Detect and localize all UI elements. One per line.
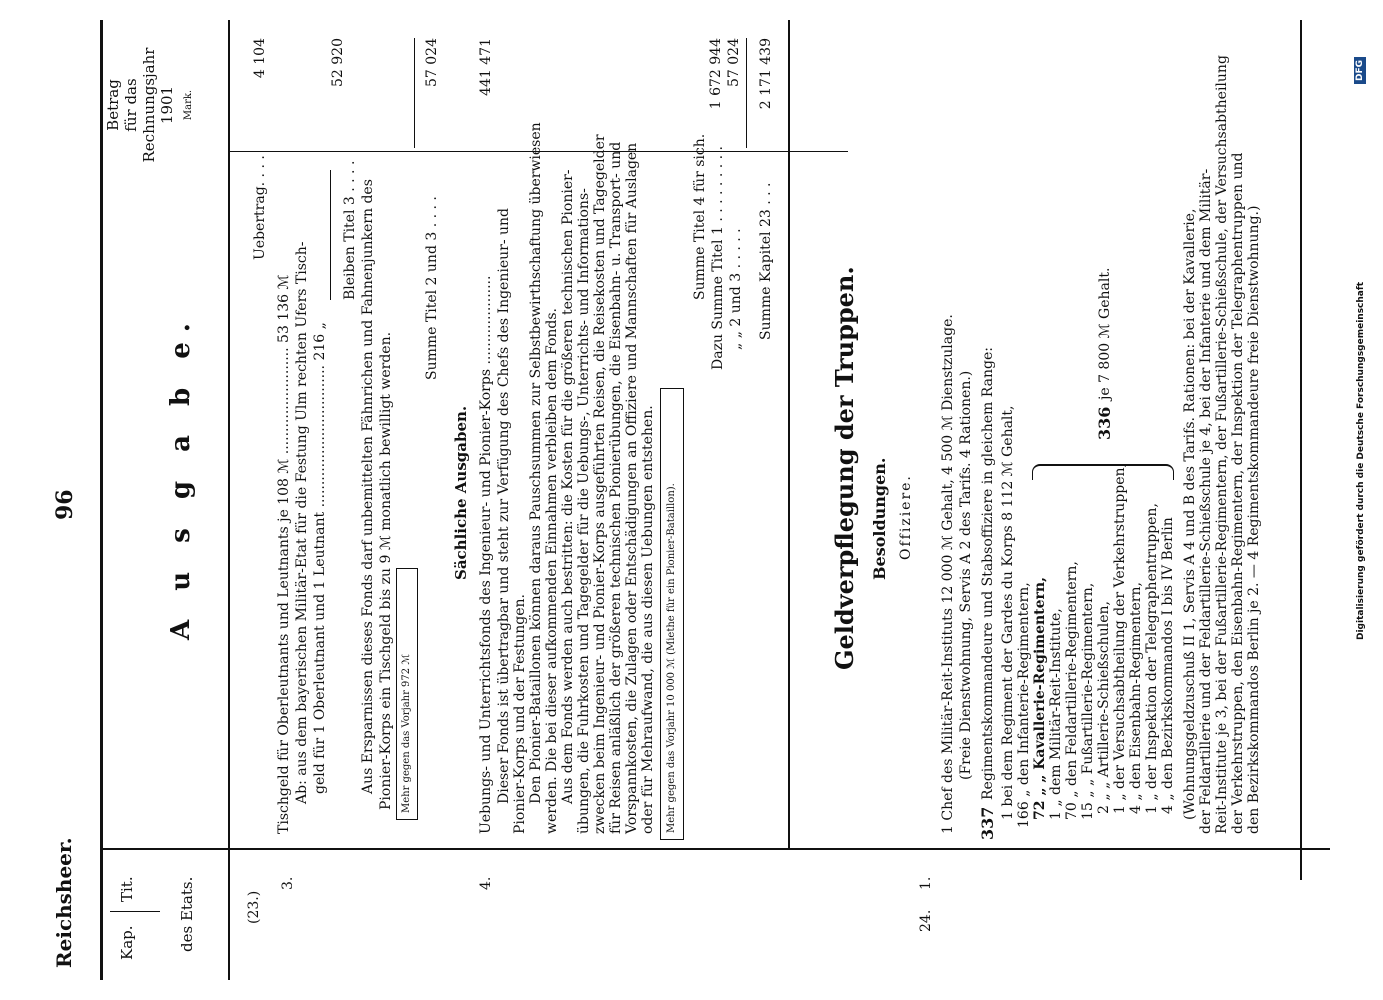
tit-3: 3. <box>280 876 296 890</box>
tit-1: 1. <box>918 876 934 890</box>
t4-line2: Dieser Fonds ist übertragbar und steht zur Verfügung des Chefs des Ingenieur- und <box>496 208 512 804</box>
geld-heading: Geldverpflegung der Truppen. <box>830 266 859 670</box>
r8: 1 „ der Versuchsabtheilung der Verkehrstruppen, <box>1112 463 1128 814</box>
o1: 1 Chef des Militär-Reit-Instituts 12 000 ℳ Gehalt, 4 500 ℳ Dienstzulage. <box>940 314 956 834</box>
col-kap: Kap. <box>118 925 136 960</box>
dfg-note: Digitalisierung gefördert durch die Deutsche Forschungsgemeinschaft <box>1356 281 1366 640</box>
dazu-value: 1 672 944 <box>708 38 724 110</box>
t3-line2: Ab: aus dem bayerischen Militär-Etat für die Festung Ulm rechten Ufers Tisch- <box>294 241 310 804</box>
t4-value: 441 471 <box>478 38 494 96</box>
uebertrag-value: 4 104 <box>252 38 268 79</box>
o2-num: 337 <box>978 806 997 840</box>
besoldungen-heading: Besoldungen. <box>870 457 889 580</box>
w1: (Wohnungsgeldzuschuß II 1, Servis A 4 und B des Tarifs. Rationen: bei der Kavallerie, <box>1182 208 1198 820</box>
header-rule <box>228 20 230 980</box>
kap-24: 24. <box>918 909 934 932</box>
t3-note1: Aus Ersparnissen dieses Fonds darf unbemittelten Fähnrichen und Fahnenjunkern des <box>360 179 376 794</box>
dazu-label: Dazu Summe Titel 1 . . . . . . . . . <box>710 146 726 370</box>
o1b: (Freie Dienstwohnung, Servis A 2 des Tarifs. 4 Rationen.) <box>958 370 974 780</box>
summe-2-3-value: 57 024 <box>424 38 440 87</box>
r6: 15 „ „ Fußartillerie-Regimentern, <box>1080 582 1096 820</box>
t4-line4: Den Pionier-Bataillonen können daraus Pauschsummen zur Selbstbewirthschaftung überwiesen <box>528 122 544 804</box>
w4: der Verkehrstruppen, den Eisenbahn-Regimentern, der Inspektion der Telegraphentruppen und <box>1230 152 1246 834</box>
dazu-2-3-label: „ „ 2 und 3 . . . . . <box>728 228 744 350</box>
summe-kap23-value: 2 171 439 <box>758 38 774 110</box>
t3-line1: Tischgeld für Oberleutnants und Leutnants je 108 ℳ ........................ 53 136 ℳ <box>276 274 292 834</box>
summe-2-3-label: Summe Titel 2 und 3 . . . . <box>424 196 440 380</box>
heading-ausgabe: A u s g a b e. <box>166 313 196 640</box>
dfg-logo: DFG <box>1354 57 1366 84</box>
r1: 1 bei dem Regiment der Gardes du Korps 8 112 ℳ Gehalt, <box>1000 405 1016 820</box>
col-betrag: Betrag für das Rechnungsjahr 1901 Mark. <box>104 47 194 163</box>
r7: 2 „ „ Artillerie-Schießschulen, <box>1096 601 1112 814</box>
offiziere-heading: Offiziere. <box>898 474 914 560</box>
t4-line9: für Reisen anläßlich der größeren technischen Pionierübungen, die Eisenbahn- u. Transport- und <box>608 141 624 834</box>
o2: Regimentskommandeure und Stabsoffiziere in gleichem Range: <box>980 347 996 800</box>
t4-line3: Pionier-Korps und der Festungen. <box>512 594 528 834</box>
t4-line1: Uebungs- und Unterrichtsfonds des Ingenieur- und Pionier-Korps .................... <box>478 275 494 834</box>
r4: 1 „ dem Militär-Reit-Institute, <box>1048 608 1064 820</box>
t4-line10: Vorspannkosten, die Zulagen oder Entschädigungen an Offiziere und Mannschaften für Auslagen <box>624 142 640 834</box>
t3-line3: geld für 1 Oberleutnant und 1 Leutnant ................................ 216 „ <box>312 322 328 794</box>
t3-note2: Pionier-Korps ein Tischgeld bis zu 9 ℳ monatlich bewilligt werden. <box>378 331 394 810</box>
bottom-rule <box>1300 20 1302 880</box>
t4-line8: zwecken beim Ingenieur- und Pionier-Korps ausgeführten Reisen, die Reisekosten und Tagegelder <box>592 134 608 834</box>
top-rule <box>100 20 103 980</box>
t4-line5: werden. Die bei dieser aufkommenden Einnahmen verbleiben dem Fonds. <box>544 308 560 834</box>
col-tit: Tit. <box>118 876 136 902</box>
uebertrag-label: Uebertrag. . . . <box>252 155 268 260</box>
r2: 166 „ den Infanterie-Regimentern, <box>1016 582 1032 828</box>
bracket <box>1032 464 1174 480</box>
section-title: Reichsheer. <box>52 837 76 968</box>
w5: den Bezirkskommandos Berlin je 2. — 4 Regimentskommandeure freie Dienstwohnung.) <box>1246 205 1262 834</box>
col-des-etats: des Etats. <box>178 876 196 952</box>
r10: 1 „ der Inspektion der Telegraphentruppen, <box>1144 503 1160 814</box>
bracket-num: 336 <box>1095 406 1114 440</box>
t4-mehr-box: Mehr gegen das Vorjahr 10 000 ℳ (Miethe für ein Pionier-Bataillon). <box>660 388 684 840</box>
t4-line11: oder für Mehraufwand, die aus diesen Uebungen entstehen. <box>640 405 656 834</box>
bleiben-label: Bleiben Titel 3 . . . . <box>342 160 358 300</box>
r9: 4 „ den Eisenbahn-Regimentern, <box>1128 582 1144 814</box>
w3: Reit-Institute je 3, bei der Fußartillerie-Regimentern, der Fußartillerie-Schießschule, der Versuchsabtheilung <box>1214 55 1230 834</box>
tit-column-rule <box>100 848 1330 850</box>
page-number: 96 <box>52 489 78 520</box>
tit-4: 4. <box>478 876 494 890</box>
t4-line7: übungen, die Fuhrkosten und Tagegelder für die Uebungs-, Unterrichts- und Informations- <box>576 188 592 834</box>
t3-mehr-box: Mehr gegen das Vorjahr 972 ℳ <box>396 568 418 820</box>
r11: 4 „ den Bezirkskommandos I bis IV Berlin <box>1160 517 1176 814</box>
summe-t4-label: Summe Titel 4 für sich. <box>692 133 708 300</box>
summe-kap23-label: Summe Kapitel 23 . . . <box>758 182 774 340</box>
saechliche-heading: Sächliche Ausgaben. <box>452 405 470 580</box>
kap-23: (23.) <box>246 890 262 924</box>
w2: der Feldartillerie und der Feldartillerie-Schießschule je 4, bei der Infanterie und dem Militär- <box>1198 168 1214 834</box>
bracket-text: je 7 800 ℳ Gehalt. <box>1097 267 1113 400</box>
r5: 70 „ den Feldartillerie-Regimentern, <box>1064 561 1080 820</box>
dazu-2-3-value: 57 024 <box>726 38 742 87</box>
t3-value: 52 920 <box>330 38 346 87</box>
r3: 72 „ „ Kavallerie-Regimentern, <box>1032 577 1048 820</box>
t4-line6: Aus dem Fonds werden auch bestritten: die Kosten für die größeren technischen Pionier- <box>560 169 576 804</box>
